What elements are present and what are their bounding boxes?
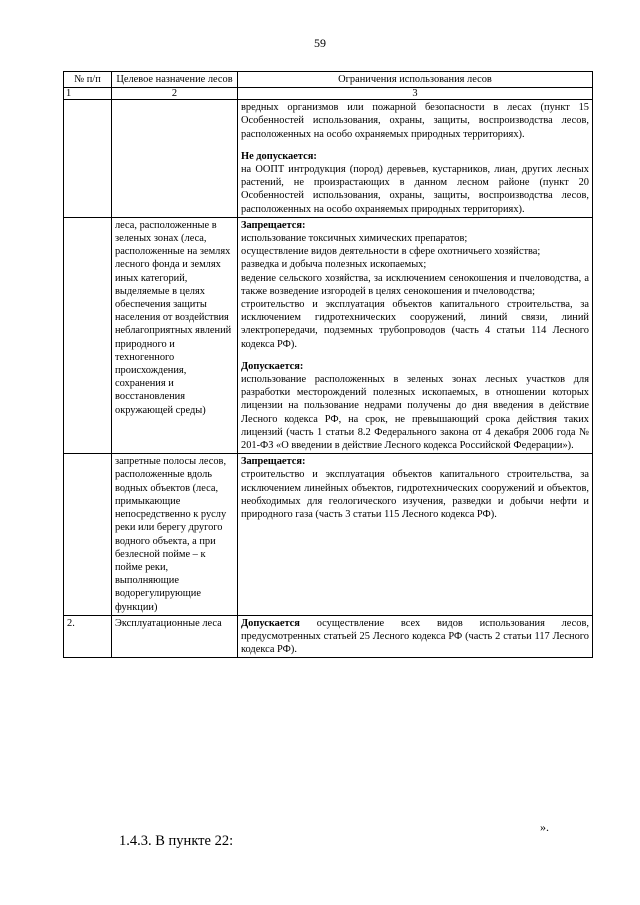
restriction-paragraph: использование расположенных в зеленых зонах лесных участков для разработки месторождений полезных ископаемых, в отношении которых лицензии на пользование недрами получены до дня введения в действие Лесного кодекса РФ, на срок, не превышающий срока действия таких лицензий (часть 1 статьи 8.2 Федерального закона от 4 декабря 2006 года № 201-ФЗ «О введении в действие Лесного кодекса Российской Федерации»). [241, 374, 589, 452]
column-number-row [64, 88, 593, 100]
restriction-heading: Допускается [241, 617, 300, 629]
restriction-heading: Не допускается: [241, 150, 317, 162]
restriction-paragraph: осуществление всех видов использования лесов, предусмотренных статьей 25 Лесного кодекса РФ (часть 2 статьи 117 Лесного кодекса РФ). [241, 617, 589, 656]
row-purpose: леса, расположенные в зеленых зонах (леса, расположенные на землях лесного фонда и землях иных категорий, выделяемые в целях обеспечения защиты населения от воздействия неблагоприятных явлений природного и техногенного происхождения, сохранения и восстановления окружающей среды) [112, 217, 238, 453]
column-number-2: 2 [112, 88, 238, 100]
row-restrictions [238, 100, 593, 218]
table-header-row [64, 72, 593, 88]
restriction-heading: Запрещается: [241, 219, 306, 231]
forest-restrictions-table [63, 71, 593, 658]
column-number-1: 1 [64, 88, 112, 100]
row-restrictions [238, 454, 593, 615]
closing-quote-mark: ». [540, 820, 549, 834]
restriction-paragraph: строительство и эксплуатация объектов капитального строительства, за исключением линейных объектов, гидротехнических сооружений и объектов, необходимых для геологического изучения, разведки и добычи нефти и природного газа (часть 3 статьи 115 Лесного кодекса РФ). [241, 469, 589, 521]
restriction-paragraph: ведение сельского хозяйства, за исключением сенокошения и пчеловодства, а также возведение изгородей в целях сенокошения и пчеловодства; [241, 272, 589, 297]
restriction-paragraph: разведка и добыча полезных ископаемых; [241, 259, 427, 271]
restriction-heading: Допускается: [241, 360, 304, 372]
section-paragraph: 1.4.3. В пункте 22: [119, 833, 234, 849]
row-purpose: Эксплуатационные леса [112, 615, 238, 658]
row-purpose [112, 100, 238, 218]
table-row [64, 454, 593, 615]
header-restrictions: Ограничения использования лесов [238, 72, 593, 88]
restriction-paragraph: использование токсичных химических препаратов; [241, 233, 468, 245]
restriction-paragraph: строительство и эксплуатация объектов капитального строительства, за исключением гидротехнических сооружений, линий связи, линий электропередачи, подземных трубопроводов (часть 4 статьи 114 Лесного кодекса РФ). [241, 299, 589, 350]
page-number: 59 [314, 36, 326, 50]
row-num: 2. [64, 615, 112, 658]
table-row [64, 100, 593, 218]
restriction-heading: Запрещается: [241, 456, 306, 468]
row-num [64, 217, 112, 453]
restriction-paragraph: вредных организмов или пожарной безопасности в лесах (пункт 15 Особенностей использования, охраны, защиты, воспроизводства лесов, расположенных на особо охраняемых природных территориях). [241, 102, 589, 140]
table-row [64, 217, 593, 453]
row-restrictions [238, 217, 593, 453]
row-num [64, 454, 112, 615]
header-purpose: Целевое назначение лесов [112, 72, 238, 88]
row-purpose: запретные полосы лесов, расположенные вдоль водных объектов (леса, примыкающие непосредственно к руслу реки или берегу другого водного объекта, а при безлесной пойме – к пойме реки, выполняющие водорегулирующие функции) [112, 454, 238, 615]
table-row [64, 615, 593, 658]
column-number-3: 3 [238, 88, 593, 100]
header-num: № п/п [64, 72, 112, 88]
row-restrictions [238, 615, 593, 658]
restriction-paragraph: на ООПТ интродукция (пород) деревьев, кустарников, лиан, других лесных растений, не произрастающих в данном лесном районе (пункт 20 Особенностей использования, охраны, защиты, воспроизводства лесов, расположенных на особо охраняемых природных территориях). [241, 164, 589, 215]
row-num [64, 100, 112, 218]
restriction-paragraph: осуществление видов деятельности в сфере охотничьего хозяйства; [241, 246, 541, 258]
